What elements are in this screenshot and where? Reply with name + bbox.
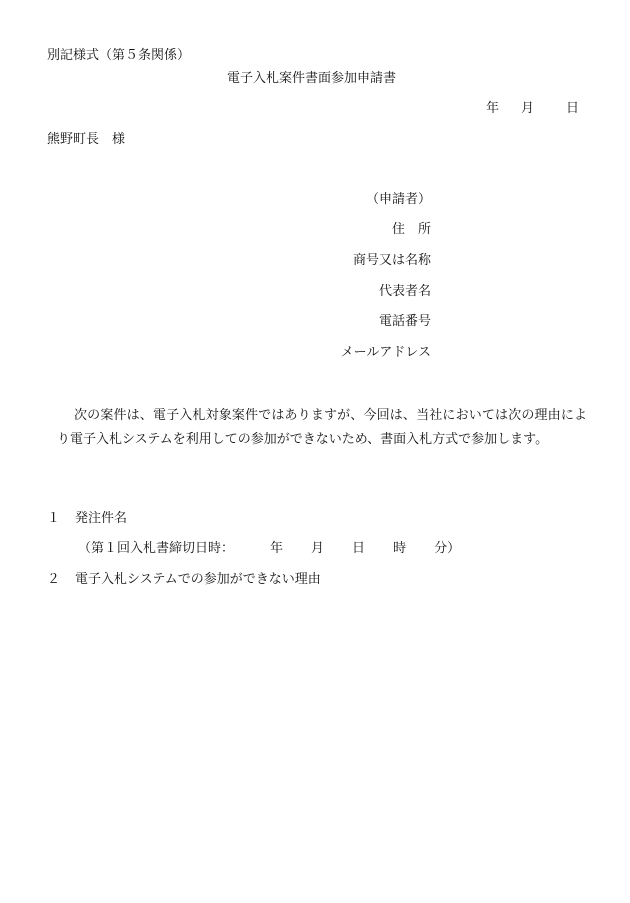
applicant-representative-label: 代表者名 [378, 284, 431, 299]
item-number: ２ [47, 572, 61, 587]
item-label: 発注件名 [75, 511, 128, 526]
item-number: １ [47, 511, 61, 526]
date-line [486, 101, 579, 117]
applicant-email-label: メールアドレス [340, 345, 431, 360]
deadline-hour-label: 時 [393, 541, 407, 556]
date-month-label: 月 [520, 101, 534, 116]
document-title: 電子入札案件書面参加申請書 [227, 71, 397, 86]
applicant-heading: （申請者） [365, 192, 431, 207]
applicant-phone-label: 電話番号 [378, 314, 431, 329]
item-order-name [47, 511, 127, 527]
form-label: 別記様式（第５条関係） [47, 48, 191, 63]
item-label: 電子入札システムでの参加ができない理由 [75, 572, 321, 587]
body-paragraph: 次の案件は、電子入札対象案件ではありますが、今回は、当社においては次の理由により電子入札システムを利用しての参加ができないため、書面入札方式で参加します。 [57, 408, 587, 447]
deadline-year-label: 年 [270, 541, 284, 556]
bid-deadline-line [78, 541, 460, 557]
applicant-company-label: 商号又は名称 [352, 253, 431, 268]
applicant-address-label: 住 所 [391, 222, 431, 237]
deadline-minute-label: 分） [434, 541, 461, 556]
deadline-month-label: 月 [311, 541, 325, 556]
date-day-label: 日 [565, 101, 579, 116]
date-year-label: 年 [485, 101, 499, 116]
addressee: 熊野町長 様 [47, 132, 126, 147]
deadline-day-label: 日 [352, 541, 366, 556]
deadline-prefix: （第１回入札書締切日時： [78, 541, 235, 556]
item-reason [47, 572, 321, 588]
